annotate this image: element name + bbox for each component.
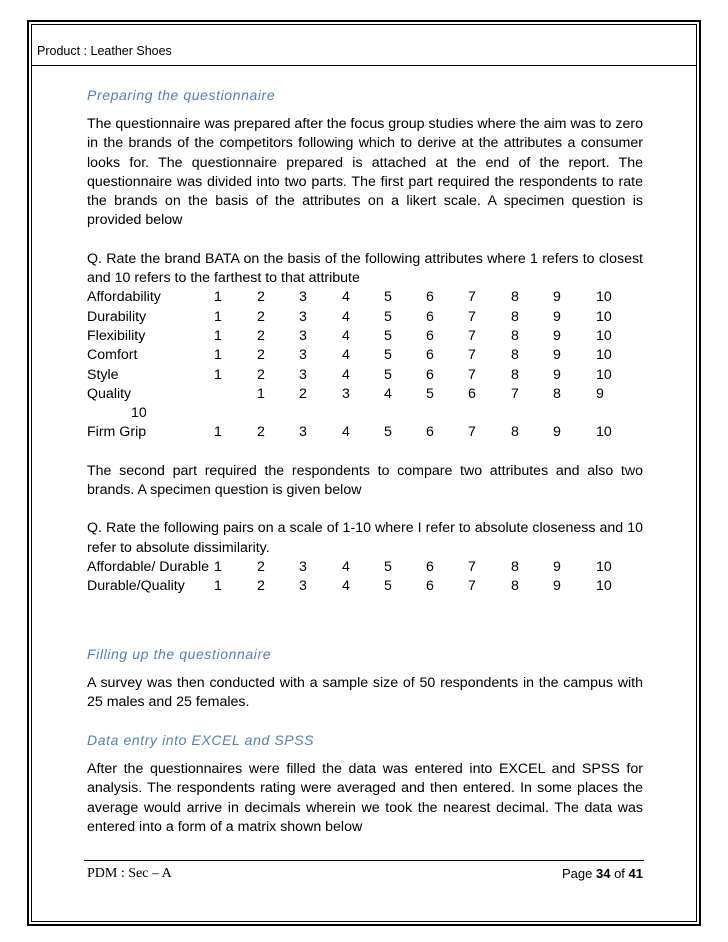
scale-value: 7 <box>468 347 476 364</box>
rating-row-quality-wrap <box>87 404 643 423</box>
scale-value: 9 <box>553 558 561 575</box>
scale-value: 2 <box>299 385 307 402</box>
scale-value: 9 <box>553 578 561 595</box>
scale-value: 6 <box>426 289 434 306</box>
scale-value: 8 <box>511 289 519 306</box>
pair-label: Durable/Quality <box>87 578 185 595</box>
scale-value: 5 <box>384 578 392 595</box>
total-pages: 41 <box>628 866 643 881</box>
scale-value: 9 <box>553 424 561 441</box>
paragraph-filling: A survey was then conducted with a sample size of 50 respondents in the campus with 25 males and 25 females. <box>87 674 643 710</box>
scale-value: 8 <box>511 327 519 344</box>
current-page: 34 <box>595 866 611 881</box>
scale-value: 9 <box>596 385 604 402</box>
scale-value: 6 <box>426 308 434 325</box>
scale-value: 1 <box>214 424 222 441</box>
scale-value: 2 <box>257 558 265 575</box>
section-heading-filling: Filling up the questionnaire <box>87 645 272 662</box>
footer-course: PDM : Sec – A <box>87 866 172 881</box>
scale-value: 1 <box>214 578 222 595</box>
scale-value: 7 <box>468 424 476 441</box>
scale-value: 1 <box>214 289 222 306</box>
rating-row-quality <box>87 385 643 404</box>
section-heading-data-entry: Data entry into EXCEL and SPSS <box>87 732 315 749</box>
scale-value: 8 <box>511 366 519 383</box>
attribute-label: Comfort <box>87 347 138 364</box>
attribute-label: Flexibility <box>87 327 146 344</box>
scale-value: 1 <box>214 327 222 344</box>
scale-value: 3 <box>299 424 307 441</box>
page-body <box>87 86 643 837</box>
scale-value: 3 <box>299 578 307 595</box>
rating-row-style <box>87 366 643 385</box>
scale-value: 6 <box>426 424 434 441</box>
scale-value: 9 <box>553 347 561 364</box>
scale-value: 7 <box>468 289 476 306</box>
scale-value: 4 <box>342 327 350 344</box>
scale-value: 1 <box>214 308 222 325</box>
scale-value: 4 <box>342 308 350 325</box>
scale-value: 10 <box>596 289 612 306</box>
pair-label: Affordable/ Durable <box>87 558 209 575</box>
scale-value: 3 <box>299 558 307 575</box>
question-2: Q. Rate the following pairs on a scale of 1-10 where I refer to absolute closeness and 10 refer to absolute dissimilarity. <box>87 520 643 556</box>
scale-value: 6 <box>426 327 434 344</box>
scale-value: 2 <box>257 424 265 441</box>
scale-value: 4 <box>342 424 350 441</box>
scale-value: 9 <box>553 327 561 344</box>
scale-value: 4 <box>342 289 350 306</box>
page-number <box>562 866 643 881</box>
scale-value: 5 <box>384 558 392 575</box>
section-heading-preparing: Preparing the questionnaire <box>87 87 276 103</box>
rating-row-durability <box>87 308 643 327</box>
scale-value: 2 <box>257 347 265 364</box>
scale-value: 4 <box>342 347 350 364</box>
page-header: Product : Leather Shoes <box>37 44 172 58</box>
question-1: Q. Rate the brand BATA on the basis of the following attributes where 1 refers to closest and 10 refers to the farthest to that attribute <box>87 250 643 287</box>
scale-value: 8 <box>511 578 519 595</box>
scale-value: 4 <box>342 578 350 595</box>
attribute-label: Durability <box>87 308 147 325</box>
scale-value: 10 <box>596 347 612 364</box>
scale-value: 10 <box>596 308 612 325</box>
scale-value: 3 <box>299 289 307 306</box>
scale-value: 7 <box>468 327 476 344</box>
scale-value: 5 <box>426 385 434 402</box>
scale-value: 6 <box>468 385 476 402</box>
scale-value: 6 <box>426 347 434 364</box>
scale-value: 10 <box>596 578 612 595</box>
scale-value: 5 <box>384 424 392 441</box>
scale-value: 5 <box>384 289 392 306</box>
scale-value: 2 <box>257 578 265 595</box>
scale-value: 8 <box>511 308 519 325</box>
scale-value: 3 <box>299 347 307 364</box>
scale-value: 7 <box>468 308 476 325</box>
scale-value: 4 <box>342 558 350 575</box>
scale-value: 5 <box>384 327 392 344</box>
scale-value: 7 <box>468 558 476 575</box>
scale-value: 5 <box>384 308 392 325</box>
scale-value: 4 <box>342 366 350 383</box>
scale-value: 7 <box>468 578 476 595</box>
paragraph-preparing: The questionnaire was prepared after the focus group studies where the aim was to zero in the brands of the competitors following which to derive at the attributes a consumer looks for. The questionnaire prepared is attached at the end of the report. The questionnaire was divided into two parts. The first part required the respondents to rate the brands on the basis of the attributes on a likert scale. A specimen question is provided below <box>87 116 643 229</box>
attribute-label: Affordability <box>87 289 161 306</box>
rating-row-flexibility <box>87 327 643 346</box>
scale-value: 8 <box>553 385 561 402</box>
scale-value: 1 <box>214 558 222 575</box>
scale-value: 2 <box>257 366 265 383</box>
scale-value: 9 <box>553 366 561 383</box>
rating-row-firm-grip <box>87 423 643 442</box>
scale-value: 3 <box>342 385 350 402</box>
page-of: of <box>610 866 629 881</box>
attribute-label: Style <box>87 366 119 383</box>
paragraph-data-entry: After the questionnaires were filled the data was entered into EXCEL and SPSS for analysis. The respondents rating were averaged and then entered. In some places the average would arrive in decimals wherein we took the nearest decimal. The data was entered into a form of a matrix shown below <box>87 761 643 836</box>
scale-value: 5 <box>384 347 392 364</box>
scale-value: 1 <box>214 366 222 383</box>
page-prefix: Page <box>562 866 596 881</box>
scale-value: 8 <box>511 347 519 364</box>
scale-value: 10 <box>596 558 612 575</box>
scale-value: 2 <box>257 308 265 325</box>
scale-value: 8 <box>511 558 519 575</box>
scale-value: 8 <box>511 424 519 441</box>
scale-value: 2 <box>257 289 265 306</box>
scale-value: 7 <box>468 366 476 383</box>
scale-value: 10 <box>131 405 147 422</box>
scale-value: 10 <box>596 424 612 441</box>
attribute-label: Firm Grip <box>87 424 147 441</box>
rating-row-comfort <box>87 346 643 365</box>
footer-divider <box>84 860 644 861</box>
paragraph-part-two: The second part required the respondents to compare two attributes and also two brands. A specimen question is given below <box>87 462 643 499</box>
scale-value: 1 <box>257 385 265 402</box>
header-divider <box>31 65 697 66</box>
scale-value: 1 <box>214 347 222 364</box>
scale-value: 5 <box>384 366 392 383</box>
scale-value: 3 <box>299 308 307 325</box>
scale-value: 9 <box>553 289 561 306</box>
scale-value: 3 <box>299 327 307 344</box>
pair-row-affordable-durable <box>87 558 643 577</box>
rating-row-affordability <box>87 288 643 307</box>
scale-value: 7 <box>511 385 519 402</box>
pair-row-durable-quality <box>87 577 643 596</box>
scale-value: 10 <box>596 366 612 383</box>
scale-value: 6 <box>426 578 434 595</box>
scale-value: 4 <box>384 385 392 402</box>
scale-value: 10 <box>596 327 612 344</box>
scale-value: 9 <box>553 308 561 325</box>
scale-value: 3 <box>299 366 307 383</box>
attribute-label: Quality <box>87 385 132 402</box>
scale-value: 6 <box>426 558 434 575</box>
scale-value: 6 <box>426 366 434 383</box>
scale-value: 2 <box>257 327 265 344</box>
